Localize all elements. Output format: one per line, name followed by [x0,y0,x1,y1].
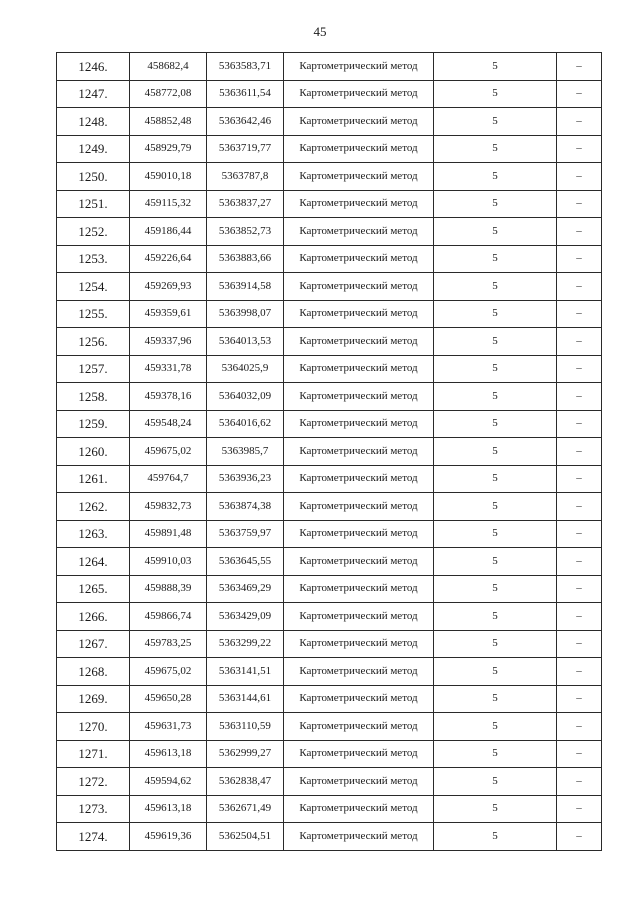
y-coordinate-cell: 5363583,71 [207,53,284,81]
method-cell: Картометрический метод [284,713,434,741]
table-row [57,135,602,163]
method-cell: Картометрический метод [284,493,434,521]
x-coordinate-cell: 459891,48 [130,520,207,548]
table-row [57,53,602,81]
note-cell: – [557,355,602,383]
note-cell: – [557,548,602,576]
note-cell: – [557,740,602,768]
method-cell: Картометрический метод [284,438,434,466]
accuracy-cell: 5 [434,493,557,521]
point-number-cell: 1257. [57,355,130,383]
y-coordinate-cell: 5363645,55 [207,548,284,576]
method-cell: Картометрический метод [284,575,434,603]
table-row [57,520,602,548]
point-number-cell: 1251. [57,190,130,218]
method-cell: Картометрический метод [284,603,434,631]
note-cell: – [557,135,602,163]
y-coordinate-cell: 5363985,7 [207,438,284,466]
method-cell: Картометрический метод [284,768,434,796]
point-number-cell: 1267. [57,630,130,658]
accuracy-cell: 5 [434,53,557,81]
y-coordinate-cell: 5364013,53 [207,328,284,356]
method-cell: Картометрический метод [284,410,434,438]
method-cell: Картометрический метод [284,548,434,576]
point-number-cell: 1252. [57,218,130,246]
accuracy-cell: 5 [434,108,557,136]
x-coordinate-cell: 459832,73 [130,493,207,521]
table-row [57,245,602,273]
table-row [57,575,602,603]
accuracy-cell: 5 [434,273,557,301]
method-cell: Картометрический метод [284,520,434,548]
point-number-cell: 1259. [57,410,130,438]
accuracy-cell: 5 [434,163,557,191]
accuracy-cell: 5 [434,383,557,411]
y-coordinate-cell: 5363429,09 [207,603,284,631]
point-number-cell: 1270. [57,713,130,741]
note-cell: – [557,273,602,301]
method-cell: Картометрический метод [284,740,434,768]
note-cell: – [557,245,602,273]
table-row [57,493,602,521]
note-cell: – [557,218,602,246]
method-cell: Картометрический метод [284,685,434,713]
note-cell: – [557,768,602,796]
x-coordinate-cell: 459186,44 [130,218,207,246]
accuracy-cell: 5 [434,603,557,631]
accuracy-cell: 5 [434,300,557,328]
note-cell: – [557,493,602,521]
point-number-cell: 1248. [57,108,130,136]
note-cell: – [557,190,602,218]
accuracy-cell: 5 [434,218,557,246]
y-coordinate-cell: 5363852,73 [207,218,284,246]
note-cell: – [557,685,602,713]
point-number-cell: 1265. [57,575,130,603]
point-number-cell: 1264. [57,548,130,576]
table-row [57,80,602,108]
note-cell: – [557,575,602,603]
point-number-cell: 1262. [57,493,130,521]
y-coordinate-cell: 5362671,49 [207,795,284,823]
method-cell: Картометрический метод [284,300,434,328]
x-coordinate-cell: 458772,08 [130,80,207,108]
table-row [57,465,602,493]
x-coordinate-cell: 459675,02 [130,438,207,466]
x-coordinate-cell: 459675,02 [130,658,207,686]
table-row [57,273,602,301]
accuracy-cell: 5 [434,823,557,851]
note-cell: – [557,163,602,191]
accuracy-cell: 5 [434,328,557,356]
x-coordinate-cell: 459783,25 [130,630,207,658]
accuracy-cell: 5 [434,190,557,218]
point-number-cell: 1255. [57,300,130,328]
method-cell: Картометрический метод [284,245,434,273]
y-coordinate-cell: 5362504,51 [207,823,284,851]
note-cell: – [557,658,602,686]
x-coordinate-cell: 459650,28 [130,685,207,713]
accuracy-cell: 5 [434,685,557,713]
point-number-cell: 1261. [57,465,130,493]
note-cell: – [557,53,602,81]
table-row [57,630,602,658]
y-coordinate-cell: 5363914,58 [207,273,284,301]
table-row [57,328,602,356]
x-coordinate-cell: 458682,4 [130,53,207,81]
x-coordinate-cell: 459269,93 [130,273,207,301]
point-number-cell: 1247. [57,80,130,108]
y-coordinate-cell: 5363759,97 [207,520,284,548]
x-coordinate-cell: 459010,18 [130,163,207,191]
method-cell: Картометрический метод [284,53,434,81]
point-number-cell: 1272. [57,768,130,796]
method-cell: Картометрический метод [284,190,434,218]
x-coordinate-cell: 459548,24 [130,410,207,438]
x-coordinate-cell: 459613,18 [130,795,207,823]
table-row [57,603,602,631]
point-number-cell: 1260. [57,438,130,466]
accuracy-cell: 5 [434,795,557,823]
note-cell: – [557,108,602,136]
table-row [57,190,602,218]
table-row [57,108,602,136]
coordinates-table [56,52,602,851]
point-number-cell: 1254. [57,273,130,301]
accuracy-cell: 5 [434,245,557,273]
table-row [57,795,602,823]
method-cell: Картометрический метод [284,218,434,246]
y-coordinate-cell: 5364032,09 [207,383,284,411]
x-coordinate-cell: 459594,62 [130,768,207,796]
table-row [57,548,602,576]
table-row [57,218,602,246]
y-coordinate-cell: 5363642,46 [207,108,284,136]
table-row [57,383,602,411]
method-cell: Картометрический метод [284,823,434,851]
note-cell: – [557,383,602,411]
y-coordinate-cell: 5363141,51 [207,658,284,686]
point-number-cell: 1273. [57,795,130,823]
table-row [57,823,602,851]
y-coordinate-cell: 5364025,9 [207,355,284,383]
table-row [57,685,602,713]
accuracy-cell: 5 [434,548,557,576]
method-cell: Картометрический метод [284,328,434,356]
x-coordinate-cell: 458929,79 [130,135,207,163]
accuracy-cell: 5 [434,135,557,163]
x-coordinate-cell: 459866,74 [130,603,207,631]
accuracy-cell: 5 [434,575,557,603]
note-cell: – [557,328,602,356]
method-cell: Картометрический метод [284,383,434,411]
method-cell: Картометрический метод [284,465,434,493]
method-cell: Картометрический метод [284,273,434,301]
note-cell: – [557,713,602,741]
method-cell: Картометрический метод [284,795,434,823]
y-coordinate-cell: 5363144,61 [207,685,284,713]
x-coordinate-cell: 459378,16 [130,383,207,411]
y-coordinate-cell: 5363469,29 [207,575,284,603]
table-row [57,438,602,466]
y-coordinate-cell: 5363998,07 [207,300,284,328]
coordinates-table-body [57,53,602,851]
point-number-cell: 1268. [57,658,130,686]
y-coordinate-cell: 5363787,8 [207,163,284,191]
x-coordinate-cell: 458852,48 [130,108,207,136]
method-cell: Картометрический метод [284,108,434,136]
accuracy-cell: 5 [434,713,557,741]
note-cell: – [557,410,602,438]
accuracy-cell: 5 [434,658,557,686]
accuracy-cell: 5 [434,740,557,768]
table-row [57,410,602,438]
x-coordinate-cell: 459910,03 [130,548,207,576]
point-number-cell: 1274. [57,823,130,851]
accuracy-cell: 5 [434,410,557,438]
note-cell: – [557,603,602,631]
point-number-cell: 1246. [57,53,130,81]
x-coordinate-cell: 459619,36 [130,823,207,851]
point-number-cell: 1271. [57,740,130,768]
point-number-cell: 1269. [57,685,130,713]
method-cell: Картометрический метод [284,135,434,163]
x-coordinate-cell: 459631,73 [130,713,207,741]
note-cell: – [557,300,602,328]
x-coordinate-cell: 459888,39 [130,575,207,603]
method-cell: Картометрический метод [284,630,434,658]
accuracy-cell: 5 [434,520,557,548]
y-coordinate-cell: 5364016,62 [207,410,284,438]
point-number-cell: 1256. [57,328,130,356]
note-cell: – [557,80,602,108]
table-row [57,355,602,383]
method-cell: Картометрический метод [284,163,434,191]
accuracy-cell: 5 [434,768,557,796]
y-coordinate-cell: 5362838,47 [207,768,284,796]
point-number-cell: 1250. [57,163,130,191]
table-row [57,713,602,741]
note-cell: – [557,438,602,466]
note-cell: – [557,465,602,493]
method-cell: Картометрический метод [284,355,434,383]
accuracy-cell: 5 [434,438,557,466]
note-cell: – [557,795,602,823]
x-coordinate-cell: 459613,18 [130,740,207,768]
x-coordinate-cell: 459764,7 [130,465,207,493]
y-coordinate-cell: 5363299,22 [207,630,284,658]
table-row [57,658,602,686]
accuracy-cell: 5 [434,465,557,493]
x-coordinate-cell: 459226,64 [130,245,207,273]
y-coordinate-cell: 5363611,54 [207,80,284,108]
point-number-cell: 1253. [57,245,130,273]
accuracy-cell: 5 [434,355,557,383]
table-row [57,163,602,191]
point-number-cell: 1249. [57,135,130,163]
y-coordinate-cell: 5363719,77 [207,135,284,163]
note-cell: – [557,630,602,658]
table-row [57,768,602,796]
point-number-cell: 1263. [57,520,130,548]
x-coordinate-cell: 459337,96 [130,328,207,356]
y-coordinate-cell: 5363110,59 [207,713,284,741]
page-number: 45 [313,24,327,39]
note-cell: – [557,520,602,548]
point-number-cell: 1266. [57,603,130,631]
note-cell: – [557,823,602,851]
accuracy-cell: 5 [434,80,557,108]
x-coordinate-cell: 459331,78 [130,355,207,383]
x-coordinate-cell: 459115,32 [130,190,207,218]
y-coordinate-cell: 5363874,38 [207,493,284,521]
method-cell: Картометрический метод [284,80,434,108]
y-coordinate-cell: 5363936,23 [207,465,284,493]
point-number-cell: 1258. [57,383,130,411]
table-row [57,300,602,328]
y-coordinate-cell: 5363883,66 [207,245,284,273]
accuracy-cell: 5 [434,630,557,658]
table-row [57,740,602,768]
y-coordinate-cell: 5362999,27 [207,740,284,768]
method-cell: Картометрический метод [284,658,434,686]
x-coordinate-cell: 459359,61 [130,300,207,328]
y-coordinate-cell: 5363837,27 [207,190,284,218]
